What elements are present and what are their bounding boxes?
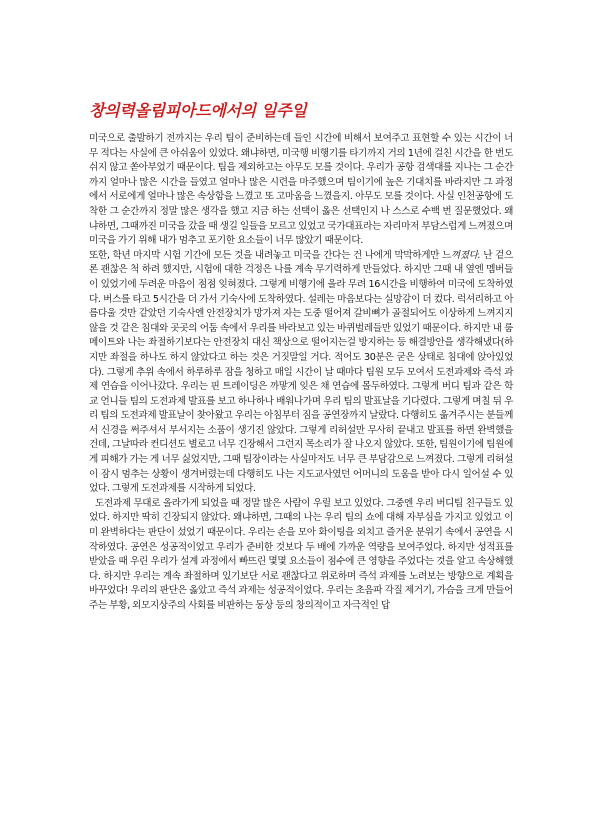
paragraph-2-italic-phrase: 껴졌다. xyxy=(450,249,481,261)
document-title: 창의력올림피아드에서의 일주일 xyxy=(89,101,307,120)
paragraph-3: 도전과제 무대로 올라가게 되었을 때 정말 많은 사람이 우릴 보고 있었다. 그중엔 우리 버디팀 친구들도 있었다. 하지만 딱히 긴장되지 않았다. 왜냐하면, 그때의 나는 우리 팀의 쇼에 대해 자부심을 가지고 있었고 이미 완벽하다는 판단이 섰었기 때문이다. 우리는 손을 모아 화이팅을 외치고 즐거운 분위기 속에서 공연을 시작하였다. 공연은 성공적이었고 우리가 준비한 것보다 두 배에 가까운 역량을 보여주었다. 하지만 성적표를 받았을 때 우린 우리가 설계 과정에서 빠뜨린 몇몇 요소들이 점수에 큰 영향을 주었다는 것을 알고 속상해했다. 하지만 우리는 계속 좌절하며 있기보단 서로 괜찮다고 위로하며 즉석 과제를 노려보는 방향으로 계획을 바꾸었다! 우리의 판단은 옳았고 즉석 과제는 성공적이었다. 우리는 초음파 각질 제거기, 가슴을 크게 만들어주는 부황, 외모지상주의 사회를 비판하는 동상 등의 창의적이고 자극적인 답 xyxy=(89,497,513,611)
paragraph-2 xyxy=(89,249,513,497)
paragraph-1: 미국으로 출발하기 전까지는 우리 팀이 준비하는데 들인 시간에 비해서 보여주고 표현할 수 있는 시간이 너무 적다는 사실에 큰 아쉬움이 있었다. 왜냐하면, 미국행 비행기를 타기까지 거의 1년에 걸친 시간을 한 번도 쉬지 않고 쏟아부었기 때문이다. 팀을 제외하고는 아무도 모를 것이다. 우리가 공항 검색대를 지나는 그 순간까지 얼마나 많은 시간을 들였고 얼마나 많은 시련을 마주했으며 팀이기에 높은 기대치를 바라지만 그 과정에서 서로에게 얼마나 많은 속상함을 느꼈고 또 고마움을 느꼈을지. 아무도 모를 것이다. 사실 인천공항에 도착한 그 순간까지 정말 많은 생각을 했고 지금 하는 선택이 옳은 선택인지 나 스스로 수백 번 질문했었다. 왜냐하면, 그때까진 미국을 갔을 때 생길 일들을 모르고 있었고 국가대표라는 자리마저 부담스럽게 느껴졌으며 미국을 가기 위해 내가 멈추고 포기한 요소들이 너무 많았기 때문이다. xyxy=(89,133,513,247)
paragraph-2-part-b: 난 겉으론 괜찮은 척 하려 했지만, 시험에 대한 걱정은 나를 계속 무기력하게 만들었다. 하지만 그때 내 옆엔 멤버들이 있었기에 두려운 마음이 점점 잊혀졌다. 그렇게 비행기에 올라 무려 16시간을 비행하여 미국에 도착하였다. 버스를 타고 5시간을 더 가서 기숙사에 도착하였다. 설레는 마음보다는 실망감이 더 컸다. 럭셔리하고 아름다울 것만 같았던 기숙사엔 안전장치가 망가져 자는 도중 떨어져 갈비뼈가 골절되어도 이상하게 느껴지지 않을 것 같은 침대와 곳곳의 어둠 속에서 우리를 바라보고 있는 바퀴벌레들만 있었기 때문이다. 하지만 내 룸메이트와 나는 좌절하기보다는 안전장치 대신 책상으로 떨어지는걸 방지하는 등 해결방안을 생각해냈다(하지만 좌절을 하나도 하지 않았다고 하는 것은 거짓말일 거다. 적어도 30분은 굳은 상태로 침대에 앉아있었다). 그렇게 추위 속에서 하루하루 잠을 청하고 매일 시간이 날 때마다 팀원 모두 모여서 도전과제와 즉석 과제 연습을 이어나갔다. 우리는 핀 트레이딩은 까맣게 잊은 채 연습에 몰두하였다. 그렇게 버디 팀과 같은 학교 언니들 팀의 도전과제 발표를 보고 하나하나 배워나가며 우리 팀의 발표날을 기다렸다. 그렇게 며칠 뒤 우리 팀의 도전과제 발표날이 찾아왔고 우리는 아침부터 짐을 공연장까지 날랐다. 다행히도 옮겨주시는 분들께서 신경을 써주셔서 부서지는 소품이 생기진 않았다. 그렇게 리허설만 무사히 끝내고 발표를 하면 완벽했을 건데, 그날따라 컨디션도 별로고 너무 긴장해서 그런지 목소리가 잘 나오지 않았다. 또한, 팀원이기에 팀원에게 피해가 가는 게 너무 싫었지만, 그때 팀장이라는 사실마저도 너무 큰 부담감으로 느껴졌다. 그렇게 리허설이 잠시 멈추는 상황이 생겨버렸는데 다행히도 나는 지도교사였던 어머니의 도움을 받아 다시 일어설 수 있었다. 그렇게 도전과제를 시작하게 되었다. xyxy=(89,249,513,495)
paragraph-2-part-a: 또한, 학년 마지막 시험 기간에 모든 것을 내려놓고 미국을 간다는 건 나에게 막막하게만 느 xyxy=(89,249,451,261)
document-page xyxy=(89,100,513,614)
